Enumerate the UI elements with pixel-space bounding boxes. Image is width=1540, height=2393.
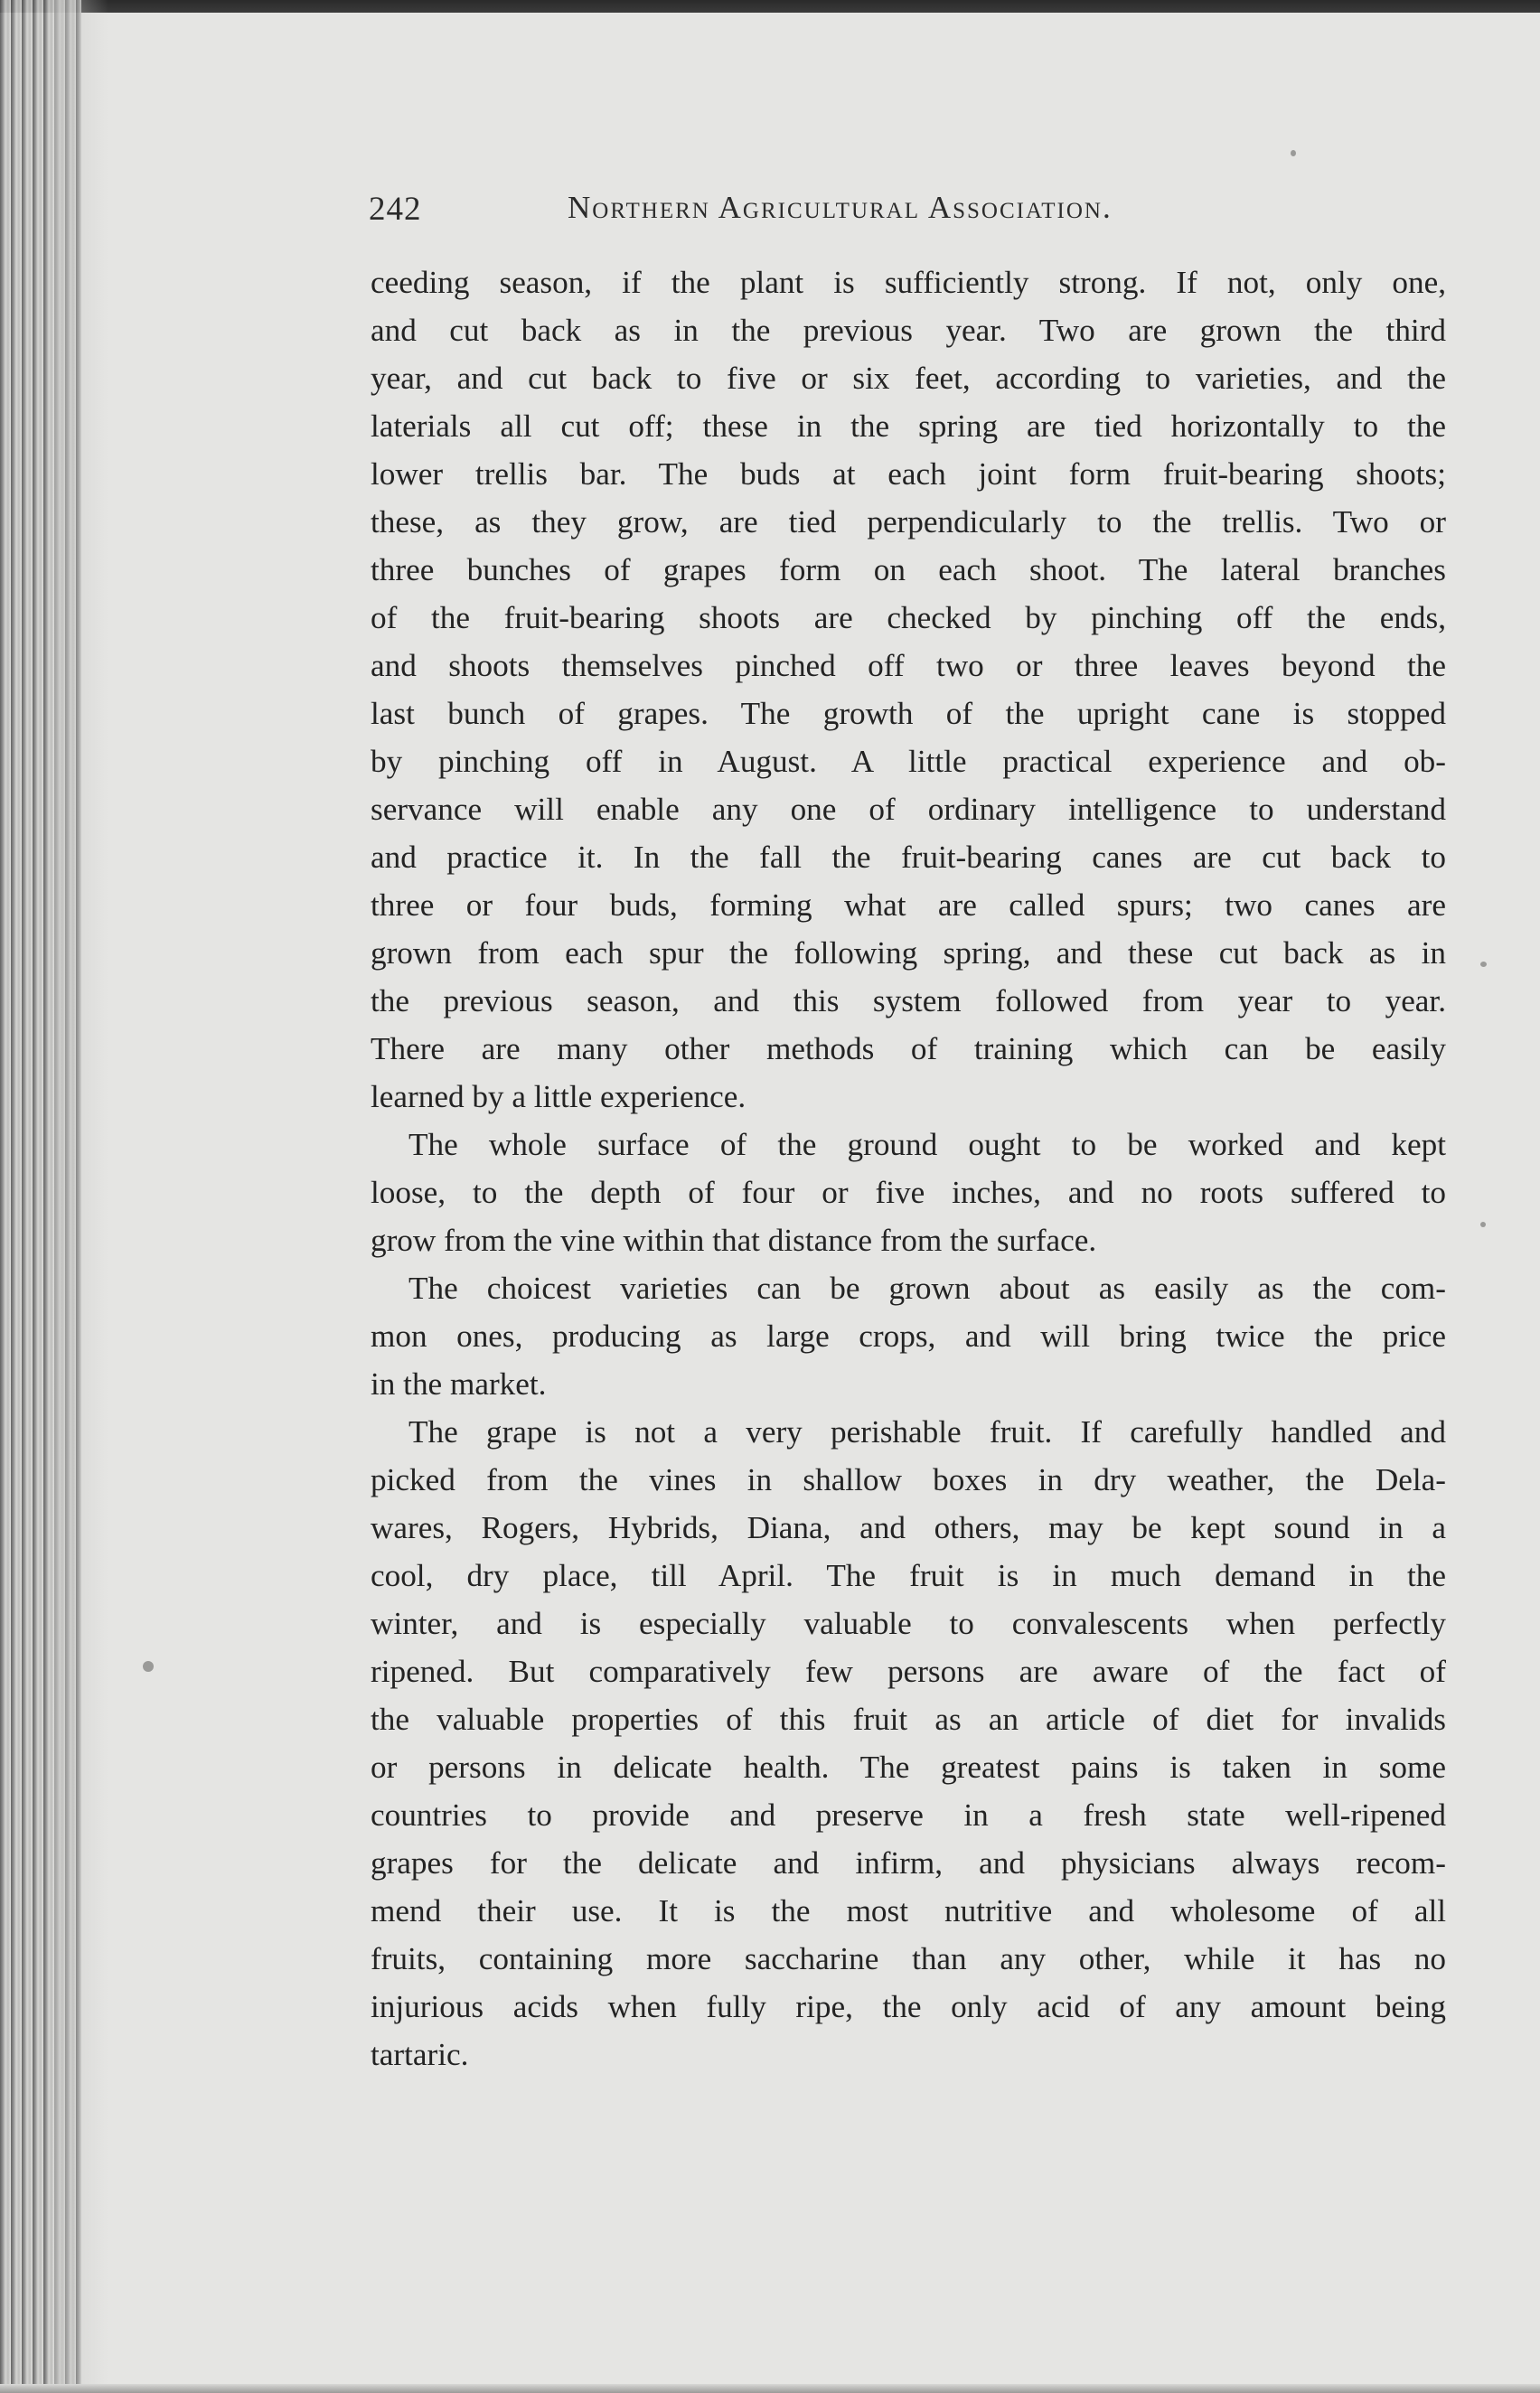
gutter-shadow	[54, 0, 108, 2393]
text-line: three or four buds, forming what are called spurs; two canes are	[371, 887, 1446, 923]
body-text	[371, 258, 1446, 2079]
text-line: injurious acids when fully ripe, the only acid of any amount being	[371, 1989, 1446, 2024]
text-line: mend their use. It is the most nutritive and wholesome of all	[371, 1893, 1446, 1928]
page-number: 242	[369, 191, 422, 228]
paragraph-first-line: The grape is not a very perishable fruit. If carefully handled and	[408, 1414, 1446, 1450]
text-line: ripened. But comparatively few persons are aware of the fact of	[371, 1654, 1446, 1689]
text-line: lower trellis bar. The buds at each joint form fruit-bearing shoots;	[371, 456, 1446, 492]
text-line: or persons in delicate health. The greatest pains is taken in some	[371, 1750, 1446, 1785]
paper-speck	[1480, 1222, 1486, 1227]
text-line: the valuable properties of this fruit as an article of diet for invalids	[371, 1702, 1446, 1737]
text-line: ceeding season, if the plant is sufficiently strong. If not, only one,	[371, 265, 1446, 300]
text-line: the previous season, and this system followed from year to year.	[371, 983, 1446, 1018]
paper-speck	[1291, 150, 1296, 156]
text-line: fruits, containing more saccharine than any other, while it has no	[371, 1941, 1446, 1976]
text-line: tartaric.	[371, 2037, 469, 2072]
text-line: wares, Rogers, Hybrids, Diana, and others, may be kept sound in a	[371, 1510, 1446, 1545]
page-top-edge	[0, 0, 1540, 13]
text-line: year, and cut back to five or six feet, according to varieties, and the	[371, 361, 1446, 396]
text-line: and cut back as in the previous year. Two are grown the third	[371, 313, 1446, 348]
text-line: loose, to the depth of four or five inches, and no roots suffered to	[371, 1175, 1446, 1210]
text-line: mon ones, producing as large crops, and will bring twice the price	[371, 1318, 1446, 1354]
text-line: There are many other methods of training which can be easily	[371, 1031, 1446, 1066]
text-line: countries to provide and preserve in a fresh state well-ripened	[371, 1797, 1446, 1833]
text-line: of the fruit-bearing shoots are checked by pinching off the ends,	[371, 600, 1446, 635]
text-line: in the market.	[371, 1366, 547, 1402]
text-line: grown from each spur the following spring, and these cut back as in	[371, 935, 1446, 971]
paper-speck	[1480, 962, 1487, 967]
running-head: Northern Agricultural Association.	[568, 190, 1113, 225]
text-line: by pinching off in August. A little practical experience and ob-	[371, 744, 1446, 779]
text-line: these, as they grow, are tied perpendicularly to the trellis. Two or	[371, 504, 1446, 540]
text-line: picked from the vines in shallow boxes in dry weather, the Dela-	[371, 1462, 1446, 1497]
text-line: three bunches of grapes form on each shoot. The lateral branches	[371, 552, 1446, 587]
text-line: grapes for the delicate and infirm, and physicians always recom-	[371, 1845, 1446, 1881]
text-line: learned by a little experience.	[371, 1079, 747, 1114]
text-line: and shoots themselves pinched off two or three leaves beyond the	[371, 648, 1446, 683]
paragraph-first-line: The whole surface of the ground ought to be worked and kept	[408, 1127, 1446, 1162]
text-line: winter, and is especially valuable to convalescents when perfectly	[371, 1606, 1446, 1641]
text-line: cool, dry place, till April. The fruit is in much demand in the	[371, 1558, 1446, 1593]
text-line: servance will enable any one of ordinary intelligence to understand	[371, 792, 1446, 827]
text-line: grow from the vine within that distance from the surface.	[371, 1223, 1097, 1258]
text-line: laterials all cut off; these in the spring are tied horizontally to the	[371, 408, 1446, 444]
paragraph-first-line: The choicest varieties can be grown about as easily as the com-	[408, 1271, 1446, 1306]
text-line: last bunch of grapes. The growth of the upright cane is stopped	[371, 696, 1446, 731]
page-bottom-edge	[0, 2384, 1540, 2393]
paper-speck	[143, 1661, 154, 1672]
text-line: and practice it. In the fall the fruit-bearing canes are cut back to	[371, 840, 1446, 875]
page-header	[369, 190, 1327, 244]
